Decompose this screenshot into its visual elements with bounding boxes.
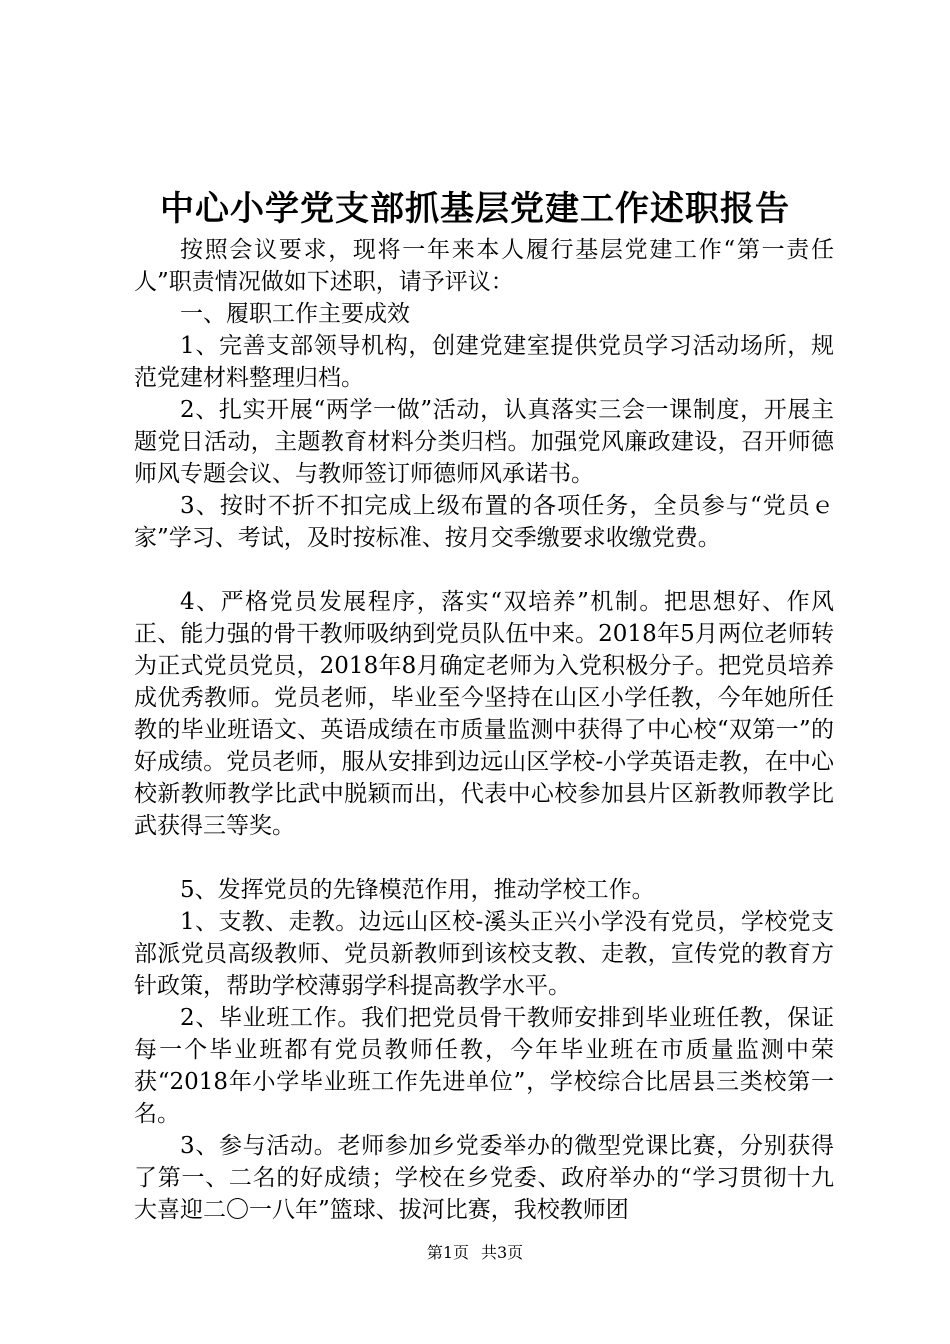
subitem-1: 1、支教、走教。边远山区校-溪头正兴小学没有党员，学校党支部派党员高级教师、党员新教师到该校支教、走教，宣传党的教育方针政策，帮助学校薄弱学科提高教学水平。 (134, 909, 834, 999)
page-number: 第1页 (426, 1243, 469, 1262)
page-footer (0, 1242, 950, 1264)
paragraph-item-2: 2、扎实开展“两学一做”活动，认真落实三会一课制度，开展主题党日活动，主题教育材料分类归档。加强党风廉政建设，召开师德师风专题会议、与教师签订师德师风承诺书。 (134, 397, 834, 487)
paragraph-item-3: 3、按时不折不扣完成上级布置的各项任务，全员参与“党员ｅ家”学习、考试，及时按标准、按月交季缴要求收缴党费。 (134, 493, 834, 551)
document-title: 中心小学党支部抓基层党建工作述职报告 (160, 189, 790, 229)
subitem-3: 3、参与活动。老师参加乡党委举办的微型党课比赛，分别获得了第一、二名的好成绩；学校在乡党委、政府举办的“学习贯彻十九大喜迎二〇一八年”篮球、拔河比赛，我校教师团 (134, 1133, 834, 1223)
subitem-2: 2、毕业班工作。我们把党员骨干教师安排到毕业班任教，保证每一个毕业班都有党员教师任教，今年毕业班在市质量监测中荣获“2018年小学毕业班工作先进单位”，学校综合比居县三类校第一名。 (134, 1005, 834, 1127)
page-total: 共3页 (481, 1243, 524, 1262)
paragraph-item-1: 1、完善支部领导机构，创建党建室提供党员学习活动场所，规范党建材料整理归档。 (134, 333, 834, 391)
document-body (134, 234, 834, 1226)
section-heading: 一、履职工作主要成效 (180, 301, 410, 327)
intro-paragraph: 按照会议要求，现将一年来本人履行基层党建工作“第一责任人”职责情况做如下述职，请予评议： (134, 237, 834, 295)
paragraph-item-4: 4、严格党员发展程序，落实“双培养”机制。把思想好、作风正、能力强的骨干教师吸纳到党员队伍中来。2018年5月两位老师转为正式党员党员，2018年8月确定老师为入党积极分子。把党员培养成优秀教师。党员老师，毕业至今坚持在山区小学任教，今年她所任教的毕业班语文、英语成绩在市质量监测中获得了中心校“双第一”的好成绩。党员老师，服从安排到边远山区学校-小学英语走教，在中心校新教师教学比武中脱颖而出，代表中心校参加县片区新教师教学比武获得三等奖。 (134, 589, 834, 839)
paragraph-item-5: 5、发挥党员的先锋模范作用，推动学校工作。 (180, 877, 655, 903)
